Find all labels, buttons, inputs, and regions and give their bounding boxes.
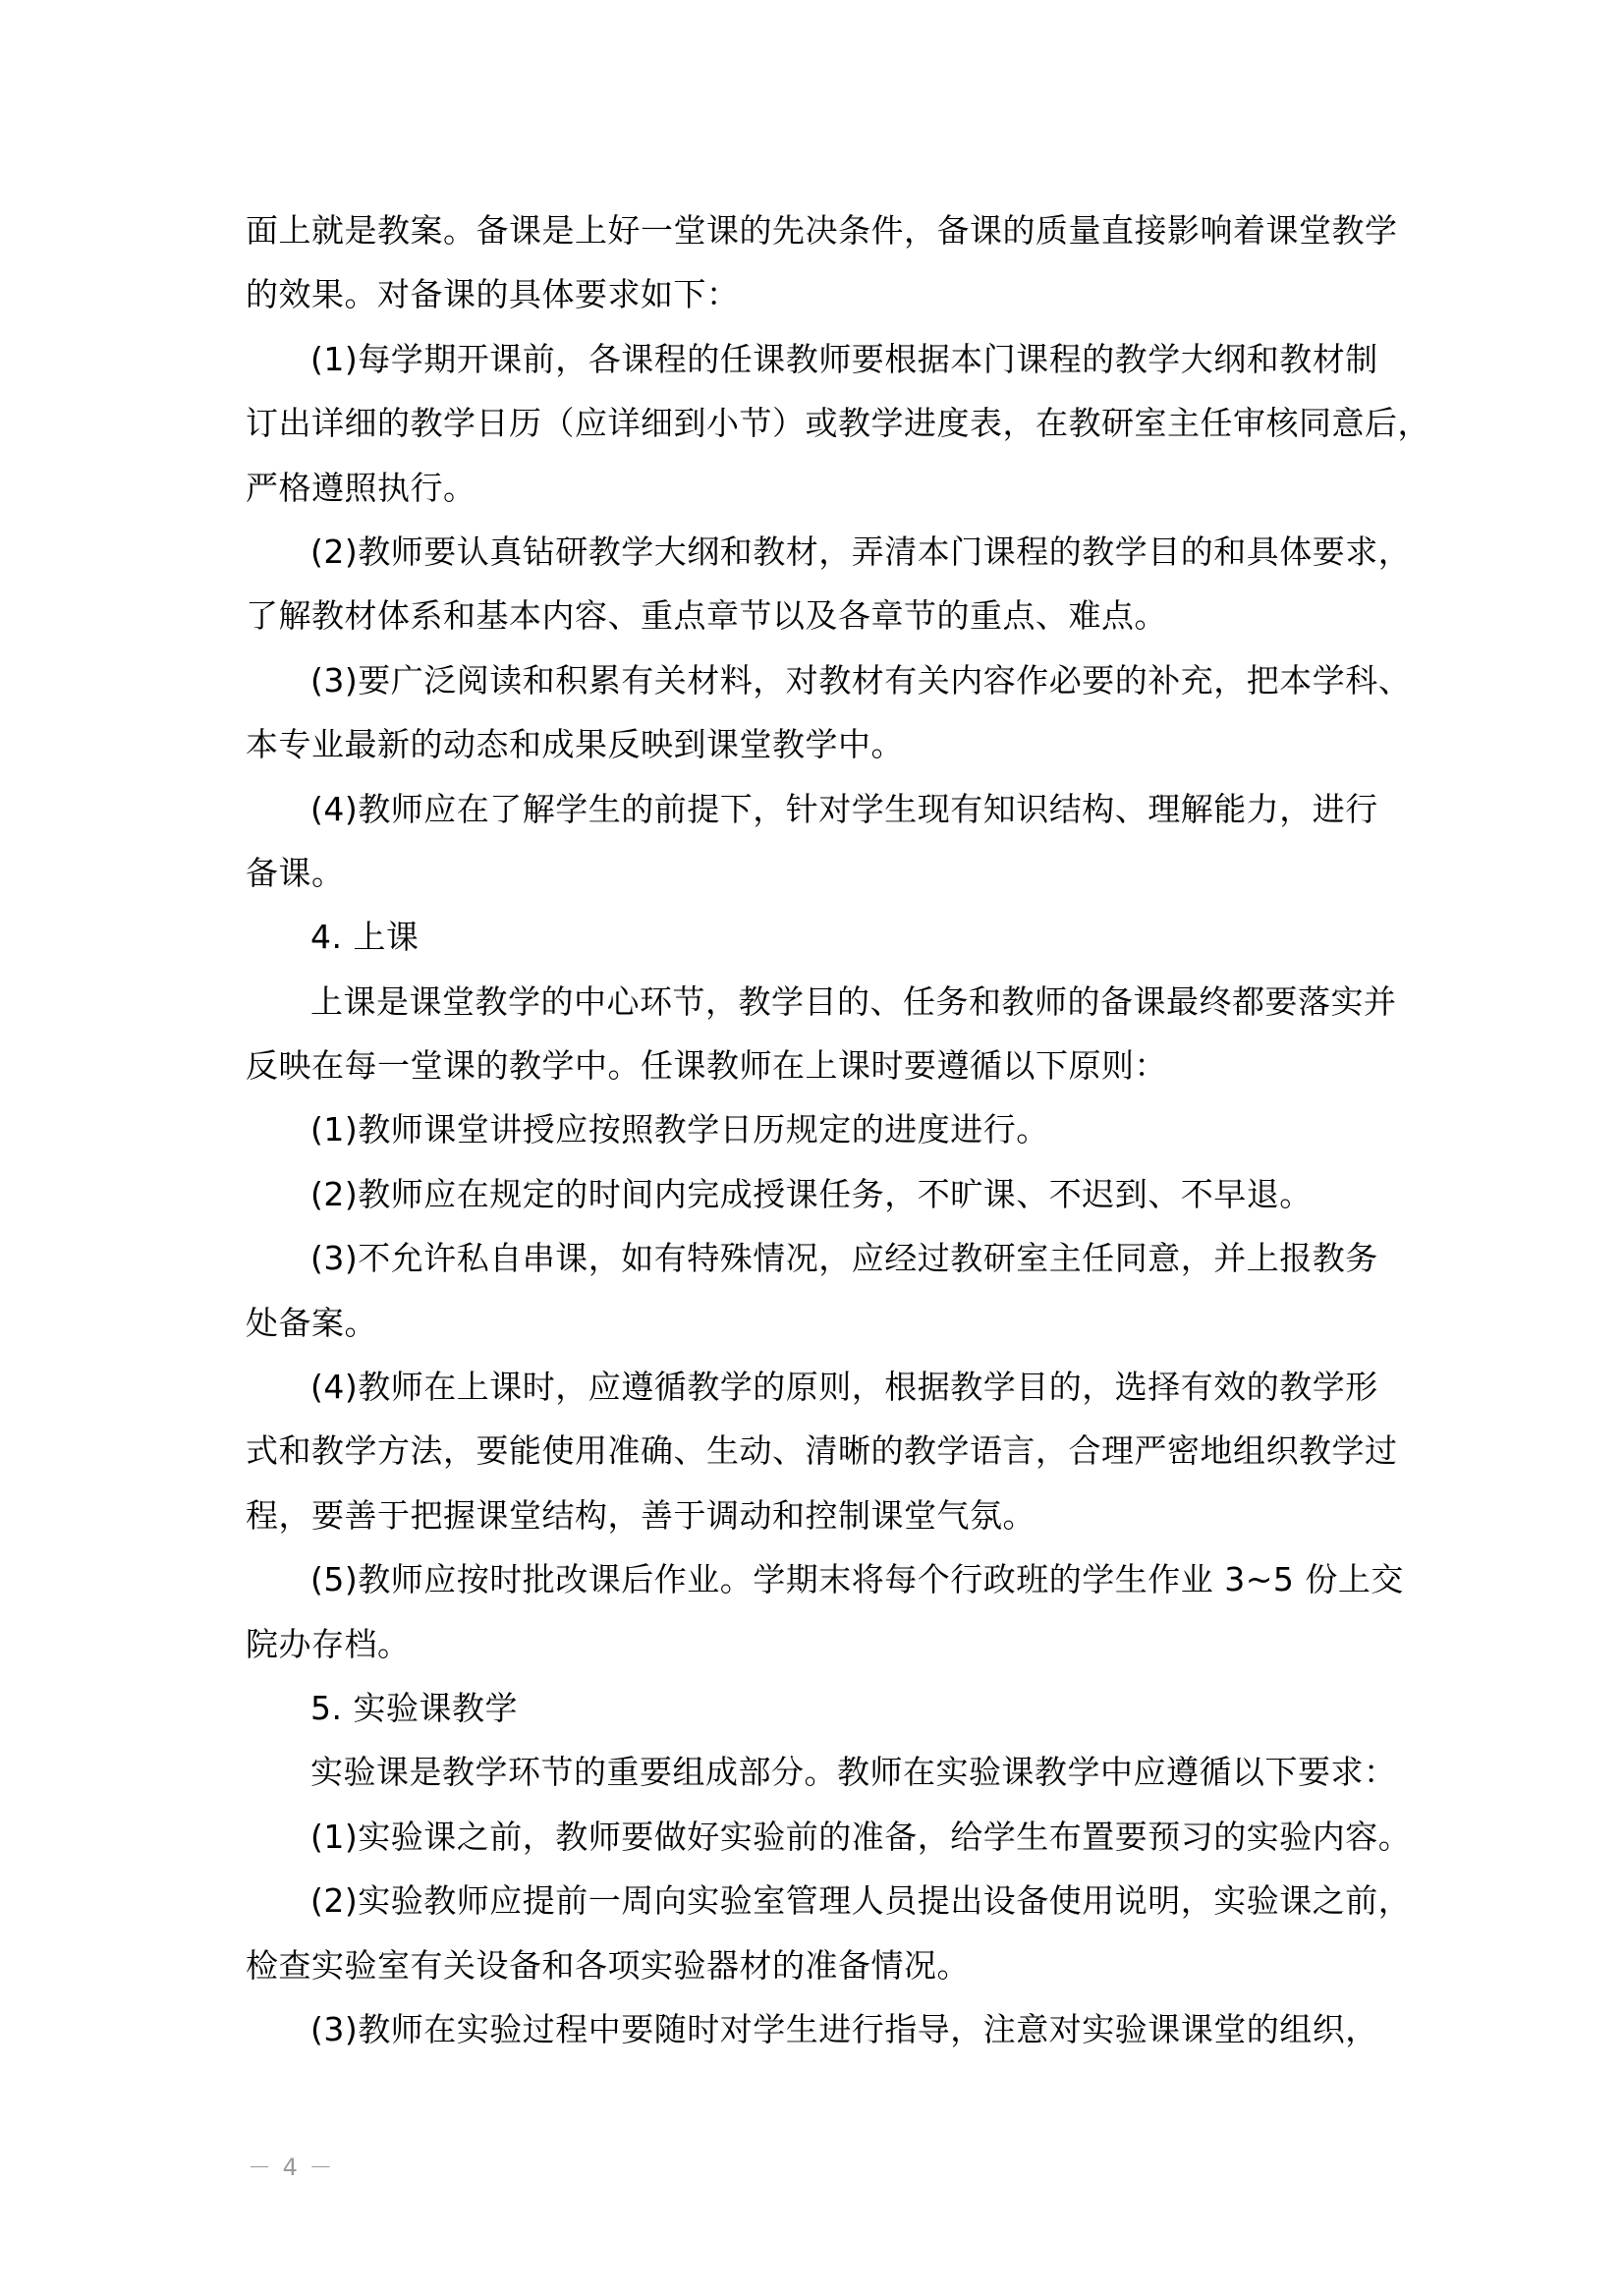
text-line: 本专业最新的动态和成果反映到课堂教学中。	[246, 725, 904, 764]
text-line: 严格遵照执行。	[246, 468, 476, 507]
list-item: (5)教师应按时批改课后作业。学期末将每个行政班的学生作业 3~5 份上交	[310, 1560, 1404, 1599]
list-item: (1)教师课堂讲授应按照教学日历规定的进度进行。	[310, 1110, 1049, 1149]
section-heading: 5. 实验课教学	[310, 1688, 518, 1727]
text-line: 面上就是教案。备课是上好一堂课的先决条件，备课的质量直接影响着课堂教学	[246, 211, 1398, 250]
section-heading: 4. 上课	[310, 918, 420, 957]
list-item: (4)教师应在了解学生的前提下，针对学生现有知识结构、理解能力，进行	[310, 789, 1378, 828]
list-item: (2)教师要认真钻研教学大纲和教材，弄清本门课程的教学目的和具体要求，	[310, 532, 1412, 571]
paragraph-start: 上课是课堂教学的中心环节，教学目的、任务和教师的备课最终都要落实并	[310, 981, 1397, 1021]
list-item: (3)不允许私自串课，如有特殊情况，应经过教研室主任同意，并上报教务	[310, 1239, 1378, 1278]
text-line: 院办存档。	[246, 1624, 411, 1663]
text-line: 程，要善于把握课堂结构，善于调动和控制课堂气氛。	[246, 1495, 1035, 1535]
text-line: 反映在每一堂课的教学中。任课教师在上课时要遵循以下原则：	[246, 1046, 1167, 1086]
list-item: (4)教师在上课时，应遵循教学的原则，根据教学目的，选择有效的教学形	[310, 1368, 1378, 1407]
text-line: 订出详细的教学日历（应详细到小节）或教学进度表，在教研室主任审核同意后，	[246, 404, 1430, 443]
text-line: 备课。	[246, 853, 345, 892]
page-number: － 4 －	[248, 2154, 335, 2181]
text-line: 处备案。	[246, 1303, 377, 1342]
document-body	[246, 198, 1430, 2061]
list-item: (1)每学期开课前，各课程的任课教师要根据本门课程的教学大纲和教材制	[310, 339, 1378, 378]
list-item: (2)教师应在规定的时间内完成授课任务，不旷课、不迟到、不早退。	[310, 1174, 1313, 1213]
text-line: 检查实验室有关设备和各项实验器材的准备情况。	[246, 1945, 970, 1985]
paragraph-start: 实验课是教学环节的重要组成部分。教师在实验课教学中应遵循以下要求：	[310, 1753, 1397, 1792]
list-item: (1)实验课之前，教师要做好实验前的准备，给学生布置要预习的实验内容。	[310, 1817, 1412, 1856]
text-line: 了解教材体系和基本内容、重点章节以及各章节的重点、难点。	[246, 596, 1167, 636]
list-item: (3)要广泛阅读和积累有关材料，对教材有关内容作必要的补充，把本学科、	[310, 660, 1412, 700]
list-item: (2)实验教师应提前一周向实验室管理人员提出设备使用说明，实验课之前，	[310, 1881, 1412, 1921]
list-item: (3)教师在实验过程中要随时对学生进行指导，注意对实验课课堂的组织，	[310, 2009, 1378, 2048]
text-line: 式和教学方法，要能使用准确、生动、清晰的教学语言，合理严密地组织教学过	[246, 1431, 1398, 1471]
text-line: 的效果。对备课的具体要求如下：	[246, 275, 740, 314]
